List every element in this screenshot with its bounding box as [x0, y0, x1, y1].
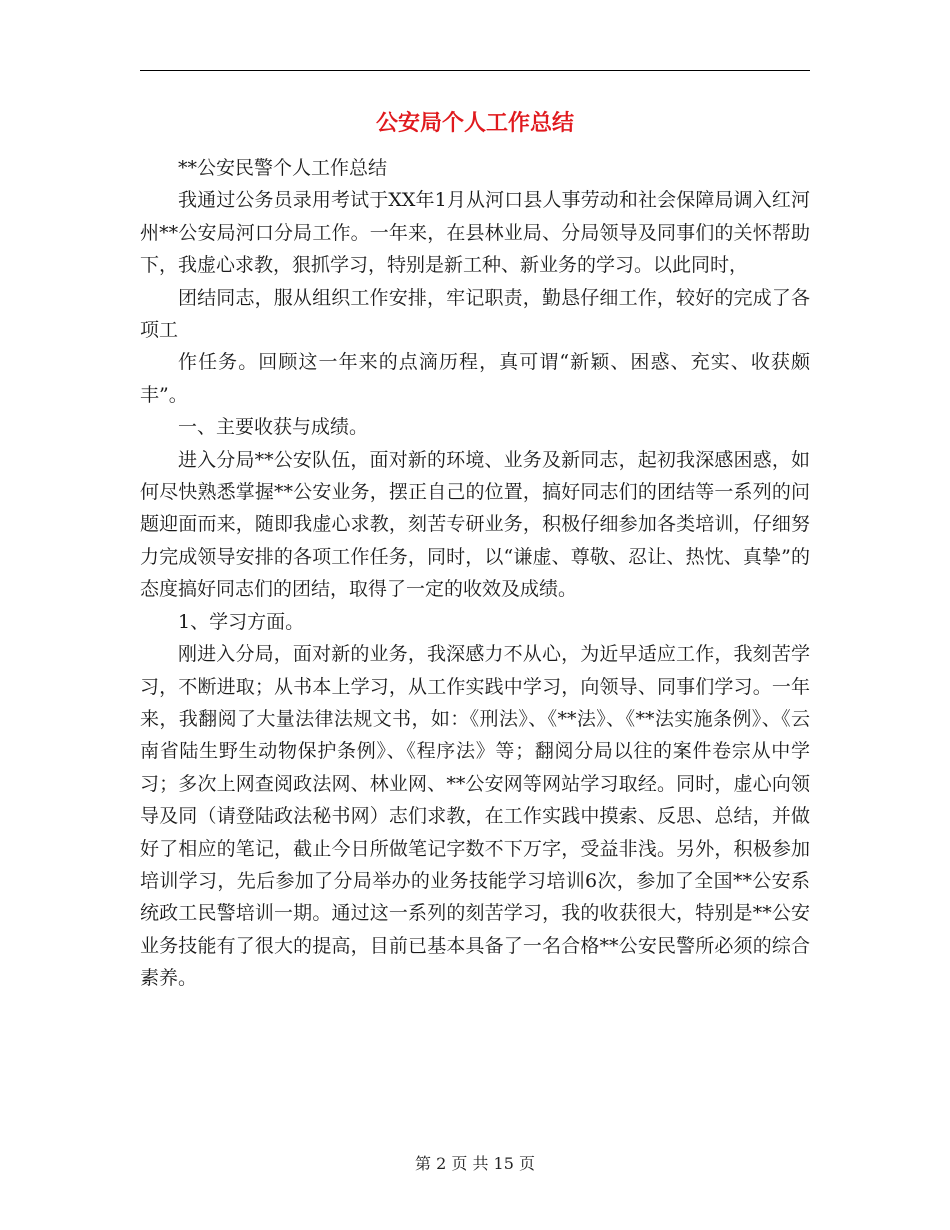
- paragraph-review: 作任务。回顾这一年来的点滴历程，真可谓“新颖、困惑、充实、收获颇丰”。: [140, 351, 810, 406]
- paragraph-intro: 我通过公务员录用考试于XX年1月从河口县人事劳动和社会保障局调入红河州**公安局河口分局工作。一年来，在县林业局、分局领导及同事们的关怀帮助下，我虚心求教，狠抓学习，特别是新工种、新业务的学习。以此同时，: [140, 189, 810, 277]
- paragraph-study: 刚进入分局，面对新的业务，我深感力不从心，为近早适应工作，我刻苦学习，不断进取；从书本上学习，从工作实践中学习，向领导、同事们学习。一年来，我翻阅了大量法律法规文书，如：《刑法》、《**法》、《**法实施条例》、《云南省陆生野生动物保护条例》、《程序法》等；翻阅分局以往的案件卷宗从中学习；多次上网查阅政法网、林业网、**公安网等网站学习取经。同时，虚心向领导及同（请登陆政法秘书网）志们求教，在工作实践中摸索、反思、总结，并做好了相应的笔记，截止今日所做笔记字数不下万字，受益非浅。另外，积极参加培训学习，先后参加了分局举办的业务技能学习培训6次，参加了全国**公安系统政工民警培训一期。通过这一系列的刻苦学习，我的收获很大，特别是**公安业务技能有了很大的提高，目前已基本具备了一名合格**公安民警所必须的综合素养。: [140, 643, 810, 990]
- section-heading-study: 1、学习方面。: [178, 610, 305, 633]
- document-title: 公安局个人工作总结: [375, 111, 574, 136]
- page-footer: 第 2 页 共 15 页: [415, 1154, 535, 1173]
- paragraph-subtitle: **公安民警个人工作总结: [178, 157, 388, 179]
- section-heading-main-gains: 一、主要收获与成绩。: [178, 416, 369, 439]
- paragraph-gains: 进入分局**公安队伍，面对新的环境、业务及新同志，起初我深感困惑，如何尽快熟悉掌握**公安业务，摆正自己的位置，搞好同志们的团结等一系列的问题迎面而来，随即我虚心求教，刻苦专研业务，积极仔细参加各类培训，仔细努力完成领导安排的各项工作任务，同时，以“谦虚、尊敬、忍让、热忱、真挚”的态度搞好同志们的团结，取得了一定的收效及成绩。: [140, 448, 810, 601]
- header-rule: [140, 70, 810, 71]
- paragraph-unity: 团结同志，服从组织工作安排，牢记职责，勤恳仔细工作，较好的完成了各项工: [140, 286, 810, 342]
- document-body: [140, 152, 810, 995]
